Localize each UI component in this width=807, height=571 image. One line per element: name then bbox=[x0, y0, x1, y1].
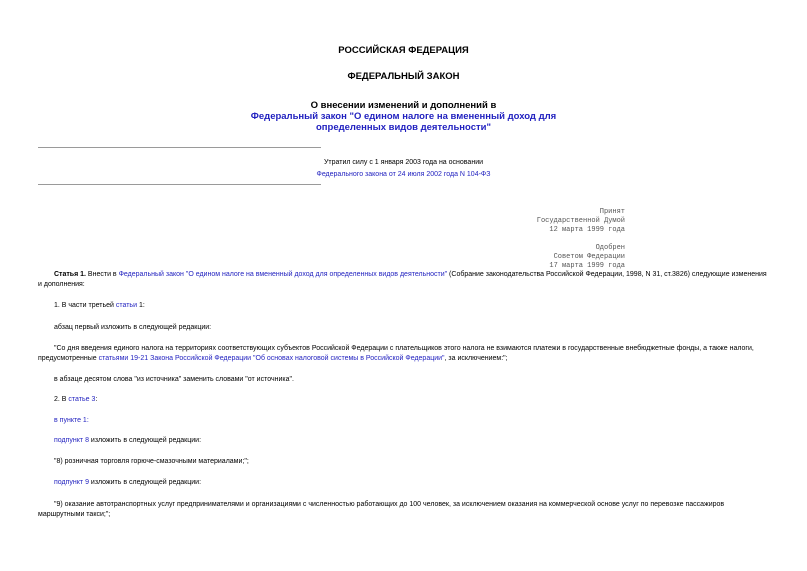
approved-date: 17 марта 1999 года bbox=[549, 262, 625, 270]
item-1-text: 1. В части третьей bbox=[54, 302, 116, 309]
divider-bottom bbox=[38, 184, 321, 185]
repeal-law-link[interactable]: Федерального закона от 24 июля 2002 года N 104-ФЗ bbox=[316, 171, 491, 178]
approved-label: Одобрен bbox=[595, 244, 625, 252]
point-1-link[interactable] bbox=[54, 417, 89, 424]
item-2-text: 2. В bbox=[54, 396, 69, 403]
subpoint-9-suffix: изложить в следующей редакции: bbox=[88, 479, 202, 486]
subpoint-9-link[interactable]: подпункт 9 bbox=[54, 479, 89, 486]
subpoint-8-link[interactable]: подпункт 8 bbox=[54, 437, 89, 444]
subpoint-8-text: "8) розничная торговля горюче-смазочными материалами;"; bbox=[54, 458, 249, 465]
quote-text-a: "Со дня введения единого налога на территориях соответствующих субъектов Российской Федерации с плательщиков этого налога не взимаются платежи в государственные внебюджетные фонды, а также налоги, предусмотренные bbox=[38, 345, 754, 362]
status-note: Утратил силу с 1 января 2003 года на основании bbox=[323, 159, 484, 166]
tax-system-law-link[interactable]: статьями 19-21 Закона Российской Федерации "Об основах налоговой системы в Российской Федерации" bbox=[98, 354, 445, 362]
subpoint-8-line bbox=[54, 437, 201, 444]
divider-top bbox=[38, 147, 321, 148]
amended-law-link[interactable] bbox=[0, 111, 807, 133]
accepted-label: Принят bbox=[599, 208, 625, 216]
approved-body: Советом Федерации bbox=[553, 253, 625, 261]
article-1-ref-link[interactable]: статьи bbox=[115, 302, 137, 309]
tenth-paragraph: в абзаце десятом слова "из источника" заменить словами "от источника". bbox=[54, 376, 294, 383]
item-1-suffix: 1: bbox=[137, 302, 145, 309]
article-1-paragraph bbox=[38, 270, 767, 289]
amended-law-link-line1[interactable]: Федеральный закон "О едином налоге на вмененный доход для bbox=[250, 111, 557, 122]
item-2 bbox=[54, 396, 97, 403]
accepted-date: 12 марта 1999 года bbox=[549, 226, 625, 234]
quote-text-b: , за исключением:"; bbox=[444, 354, 508, 362]
item-2-suffix: : bbox=[95, 396, 98, 403]
subpoint-9-text: "9) оказание автотранспортных услуг предпринимателями и организациями с численностью работающих до 100 человек, за исключением оказания на коммерческой основе услуг по перевозке пассажиров маршрутными такси;"; bbox=[38, 501, 725, 518]
article-1-text-b: (Собрание законодательства Российской Федерации, 1998, N 31, ст.3826) следующие изменения и дополнения: bbox=[38, 271, 767, 288]
law-title: О внесении изменений и дополнений в bbox=[310, 100, 497, 111]
article-3-link[interactable]: статье 3 bbox=[68, 396, 96, 403]
article-1-text-a: Внести в bbox=[85, 271, 119, 278]
doc-type-heading: ФЕДЕРАЛЬНЫЙ ЗАКОН bbox=[347, 71, 460, 82]
country-heading: РОССИЙСКАЯ ФЕДЕРАЦИЯ bbox=[338, 45, 469, 56]
amended-law-inline-link[interactable]: Федеральный закон "О едином налоге на вмененный доход для определенных видов деятельности" bbox=[118, 271, 448, 278]
subpoint-9-line bbox=[54, 479, 201, 486]
adoption-block bbox=[537, 208, 625, 271]
point-1-link-text[interactable]: в пункте 1: bbox=[54, 417, 89, 424]
subpoint-9-paragraph bbox=[38, 500, 767, 519]
item-1-para: абзац первый изложить в следующей редакции: bbox=[54, 324, 212, 331]
quote-paragraph bbox=[38, 344, 767, 363]
amended-law-link-line2[interactable]: определенных видов деятельности" bbox=[315, 122, 491, 133]
item-1 bbox=[54, 302, 145, 309]
article-1-label: Статья 1. bbox=[54, 271, 86, 278]
accepted-body: Государственной Думой bbox=[536, 217, 625, 225]
subpoint-8-suffix: изложить в следующей редакции: bbox=[88, 437, 202, 444]
